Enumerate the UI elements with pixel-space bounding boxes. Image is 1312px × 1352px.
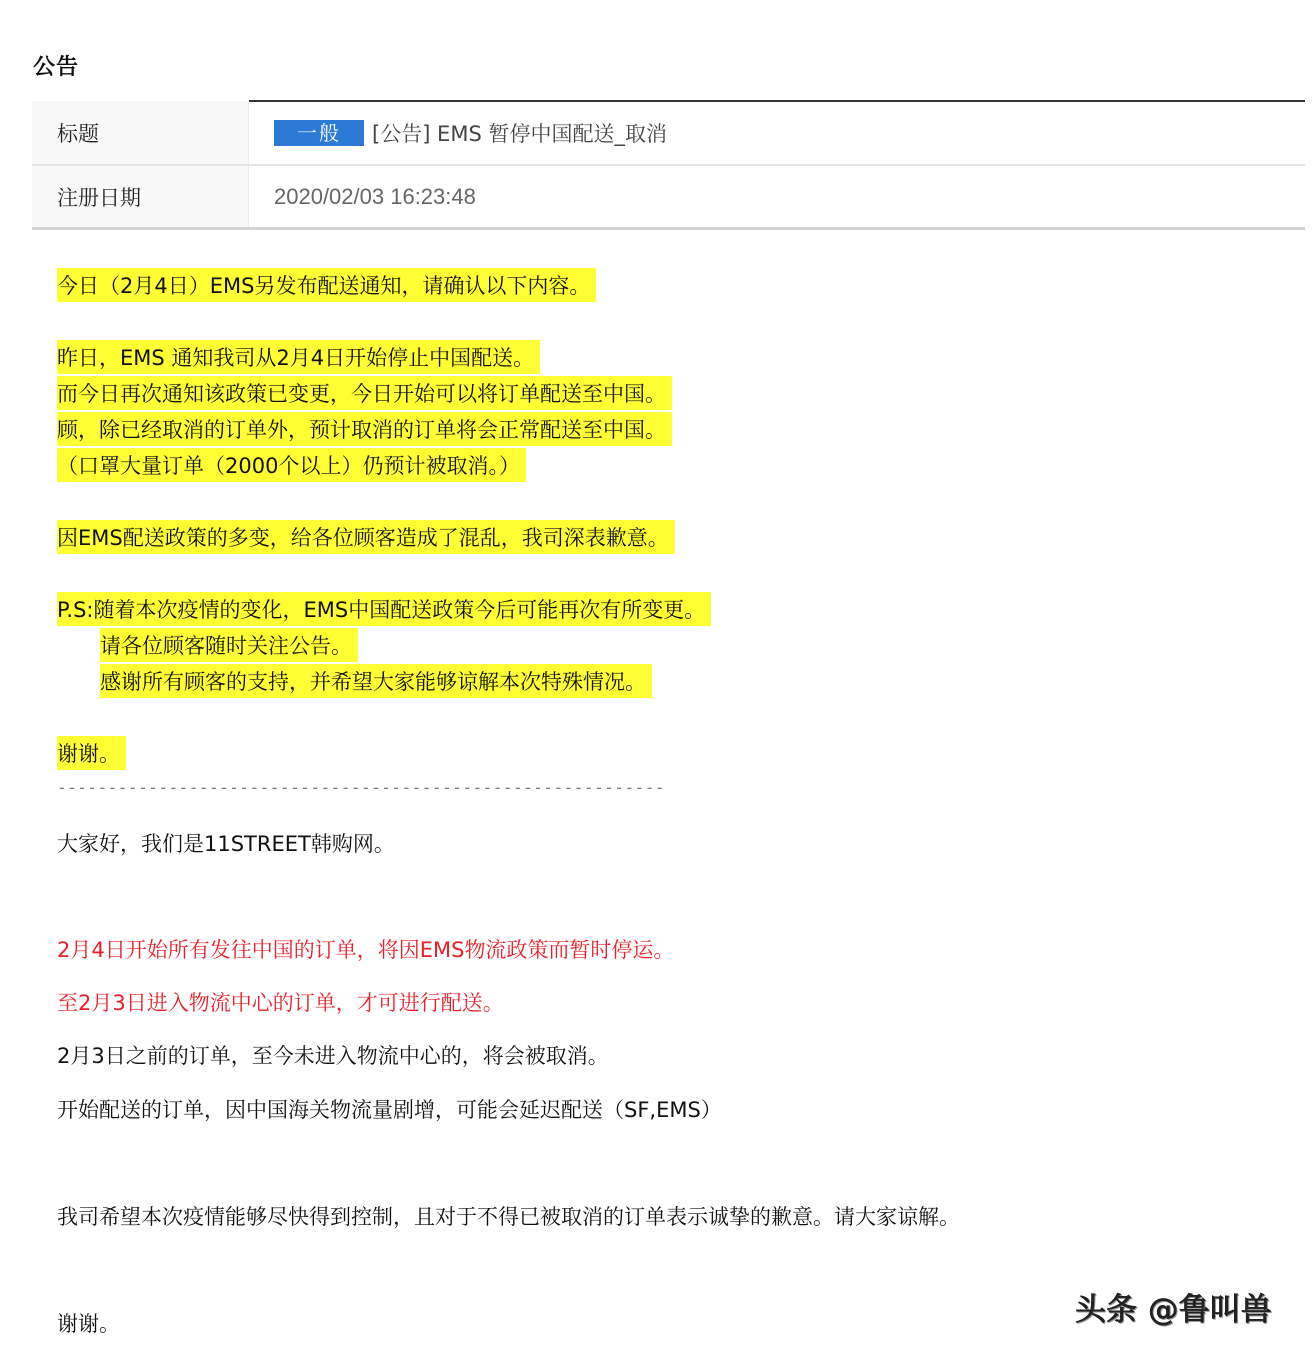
highlighted-line: （口罩大量订单（2000个以上）仍预计被取消。） [57, 448, 526, 482]
highlighted-line: P.S:随着本次疫情的变化，EMS中国配送政策今后可能再次有所变更。 [57, 592, 711, 626]
date-label: 注册日期 [32, 166, 249, 227]
notice-line: 2月3日之前的订单，至今未进入物流中心的，将会被取消。 [57, 1044, 609, 1068]
highlighted-line: 谢谢。 [57, 736, 126, 770]
registration-date: 2020/02/03 16:23:48 [274, 183, 476, 209]
closing-text: 我司希望本次疫情能够尽快得到控制，且对于不得已被取消的订单表示诚挚的歉意。请大家谅解。 [57, 1205, 960, 1229]
notice-meta-table [32, 101, 1305, 230]
notice-title: [公告] EMS 暂停中国配送_取消 [372, 122, 667, 146]
highlighted-line: 感谢所有顾客的支持，并希望大家能够谅解本次特殊情况。 [100, 664, 652, 698]
thanks-text: 谢谢。 [57, 1312, 120, 1336]
greeting-text: 大家好，我们是11STREET韩购网。 [57, 832, 395, 856]
title-value [249, 100, 1305, 164]
page-title: 公告 [33, 55, 80, 80]
highlighted-line: 而今日再次通知该政策已变更，今日开始可以将订单配送至中国。 [57, 376, 672, 410]
title-label: 标题 [32, 101, 249, 164]
red-notice-line: 至2月3日进入物流中心的订单，才可进行配送。 [57, 991, 504, 1015]
highlighted-line: 顾，除已经取消的订单外，预计取消的订单将会正常配送至中国。 [57, 412, 672, 446]
highlighted-line: 因EMS配送政策的多变，给各位顾客造成了混乱，我司深表歉意。 [57, 520, 675, 554]
highlighted-line: 今日（2月4日）EMS另发布配送通知，请确认以下内容。 [57, 268, 596, 302]
red-notice-line: 2月4日开始所有发往中国的订单，将因EMS物流政策而暂时停运。 [57, 938, 675, 962]
title-row [32, 101, 1305, 164]
separator: ------------------------------------------------------------ [57, 778, 665, 797]
highlighted-line: 昨日，EMS 通知我司从2月4日开始停止中国配送。 [57, 340, 540, 374]
date-row [32, 164, 1305, 227]
highlighted-line: 请各位顾客随时关注公告。 [100, 628, 358, 662]
category-badge: 一般 [274, 120, 364, 146]
watermark: 头条 @鲁叫兽 [1075, 1292, 1272, 1328]
notice-line: 开始配送的订单，因中国海关物流量剧增，可能会延迟配送（SF,EMS） [57, 1098, 722, 1122]
date-value [249, 166, 1305, 227]
